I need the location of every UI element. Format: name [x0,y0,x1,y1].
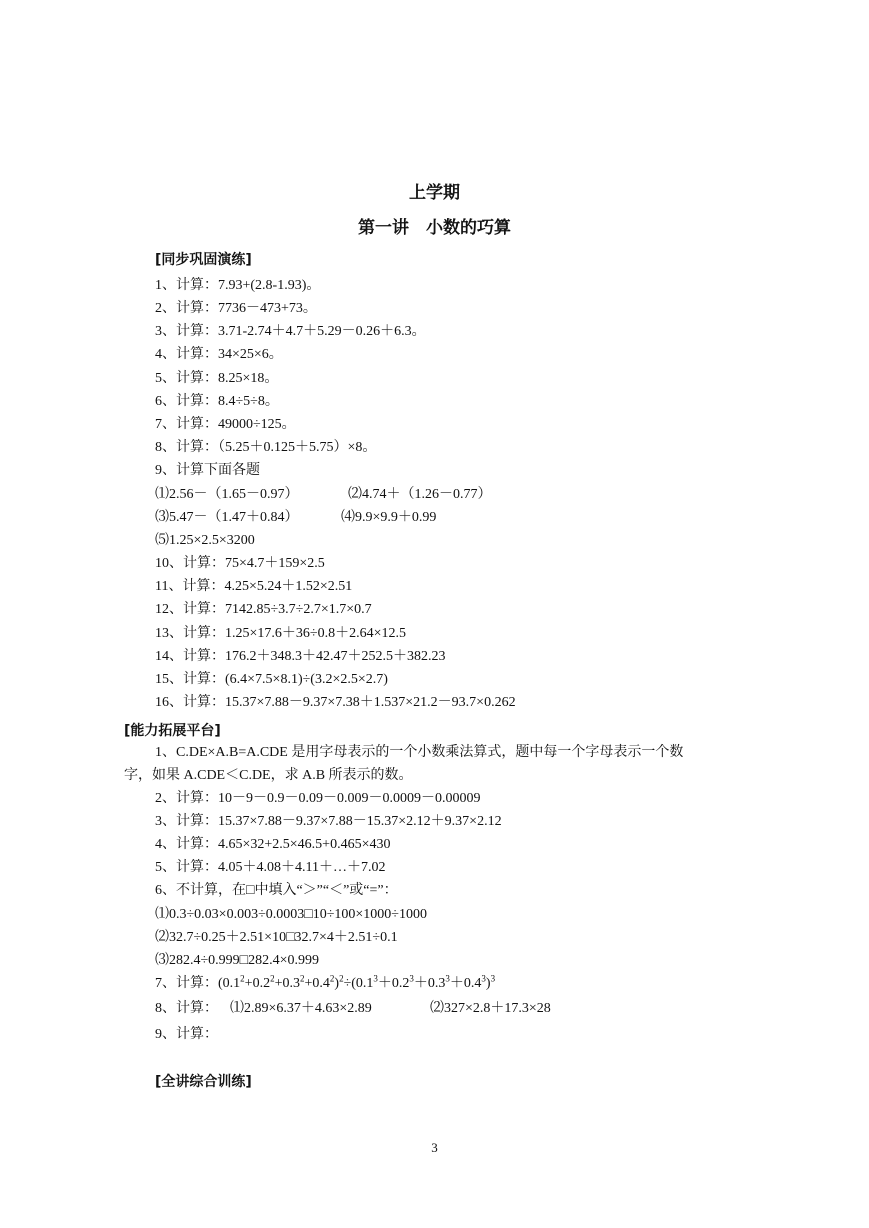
list-item: 3、计算：3.71-2.74＋4.7＋5.29－0.26＋6.3。 [155,324,426,339]
list-item: ⑵327×2.8＋17.3×28 [430,1001,551,1016]
formula-text: +0.2 [244,976,271,991]
list-item: 15、计算：(6.4×7.5×8.1)÷(3.2×2.5×2.7) [155,672,388,687]
list-item: 2、计算：7736－473+73。 [155,301,317,316]
formula-text: ) [334,976,340,991]
list-item: 9、计算： [155,1027,218,1042]
section-heading-ability: [能力拓展平台] [124,723,221,739]
list-item: 8、计算：（5.25＋0.125＋5.75）×8。 [155,440,377,455]
formula-text: ÷(0.1 [343,976,374,991]
list-item: 4、计算：34×25×6。 [155,347,283,362]
exponent: 2 [329,973,335,984]
list-item: 字，如果 A.CDE＜C.DE，求 A.B 所表示的数。 [124,768,413,783]
list-item: 1、C.DE×A.B=A.CDE 是用字母表示的一个小数乘法算式，题中每一个字母表示一个数 [155,745,684,760]
list-item: 2、计算：10－9－0.9－0.09－0.009－0.0009－0.00009 [155,791,481,806]
exponent: 2 [339,973,344,984]
term-title: 上学期 [409,183,460,203]
list-item: ⑵4.74＋（1.26－0.77） [348,487,492,502]
list-item: 1、计算：7.93+(2.8-1.93)。 [155,278,321,293]
list-item: ⑴2.89×6.37＋4.63×2.89 [230,1001,372,1016]
exponent: 2 [270,973,275,984]
formula-text: +0.3 [274,976,300,991]
exponent: 3 [373,973,378,984]
list-item: 5、计算：8.25×18。 [155,371,279,386]
list-item: 13、计算：1.25×17.6＋36÷0.8＋2.64×12.5 [155,626,406,641]
list-item: 12、计算：7142.85÷3.7÷2.7×1.7×0.7 [155,602,372,617]
formula-text: 7、计算：(0.1 [155,976,241,991]
formula-text: ＋0.3 [413,976,446,991]
exponent: 3 [409,973,414,984]
list-item: 6、不计算，在□中填入“＞”“＜”或“=”： [155,883,398,898]
list-item: ⑷9.9×9.9＋0.99 [341,510,437,525]
list-item-formula [155,975,495,993]
formula-text: +0.4 [304,976,330,991]
list-item: 10、计算：75×4.7＋159×2.5 [155,556,325,571]
section-heading-sync: [同步巩固演练] [155,252,252,268]
list-item: 16、计算：15.37×7.88－9.37×7.38＋1.537×21.2－93.7×0.262 [155,695,516,710]
list-item: 3、计算：15.37×7.88－9.37×7.88－15.37×2.12＋9.37×2.12 [155,814,502,829]
list-item: 9、计算下面各题 [155,463,260,478]
list-item: 11、计算：4.25×5.24＋1.52×2.51 [155,579,353,594]
formula-text: ) [485,976,491,991]
list-item: 6、计算：8.4÷5÷8。 [155,394,279,409]
exponent: 3 [445,973,450,984]
exponent: 2 [240,973,245,984]
formula-text: ＋0.2 [377,976,410,991]
list-item: 8、计算： [155,1001,218,1016]
list-item: ⑴2.56－（1.65－0.97） [155,487,299,502]
list-item: 4、计算：4.65×32+2.5×46.5+0.465×430 [155,837,391,852]
exponent: 3 [481,973,486,984]
list-item: ⑸1.25×2.5×3200 [155,533,255,548]
list-item: ⑶282.4÷0.999□282.4×0.999 [155,953,320,968]
list-item: ⑵32.7÷0.25＋2.51×10□32.7×4＋2.51÷0.1 [155,930,398,945]
page-number: 3 [431,1140,438,1155]
lecture-title: 第一讲 小数的巧算 [358,218,511,238]
exponent: 2 [299,973,305,984]
list-item: ⑴0.3÷0.03×0.003÷0.0003□10÷100×1000÷1000 [155,907,427,922]
list-item: 5、计算：4.05＋4.08＋4.11＋…＋7.02 [155,860,386,875]
exponent: 3 [490,973,496,984]
section-heading-comprehensive: [全讲综合训练] [155,1074,252,1090]
list-item: 7、计算：49000÷125。 [155,417,296,432]
list-item: ⑶5.47－（1.47＋0.84） [155,510,299,525]
list-item: 14、计算：176.2＋348.3＋42.47＋252.5＋382.23 [155,649,446,664]
formula-text: ＋0.4 [449,976,482,991]
